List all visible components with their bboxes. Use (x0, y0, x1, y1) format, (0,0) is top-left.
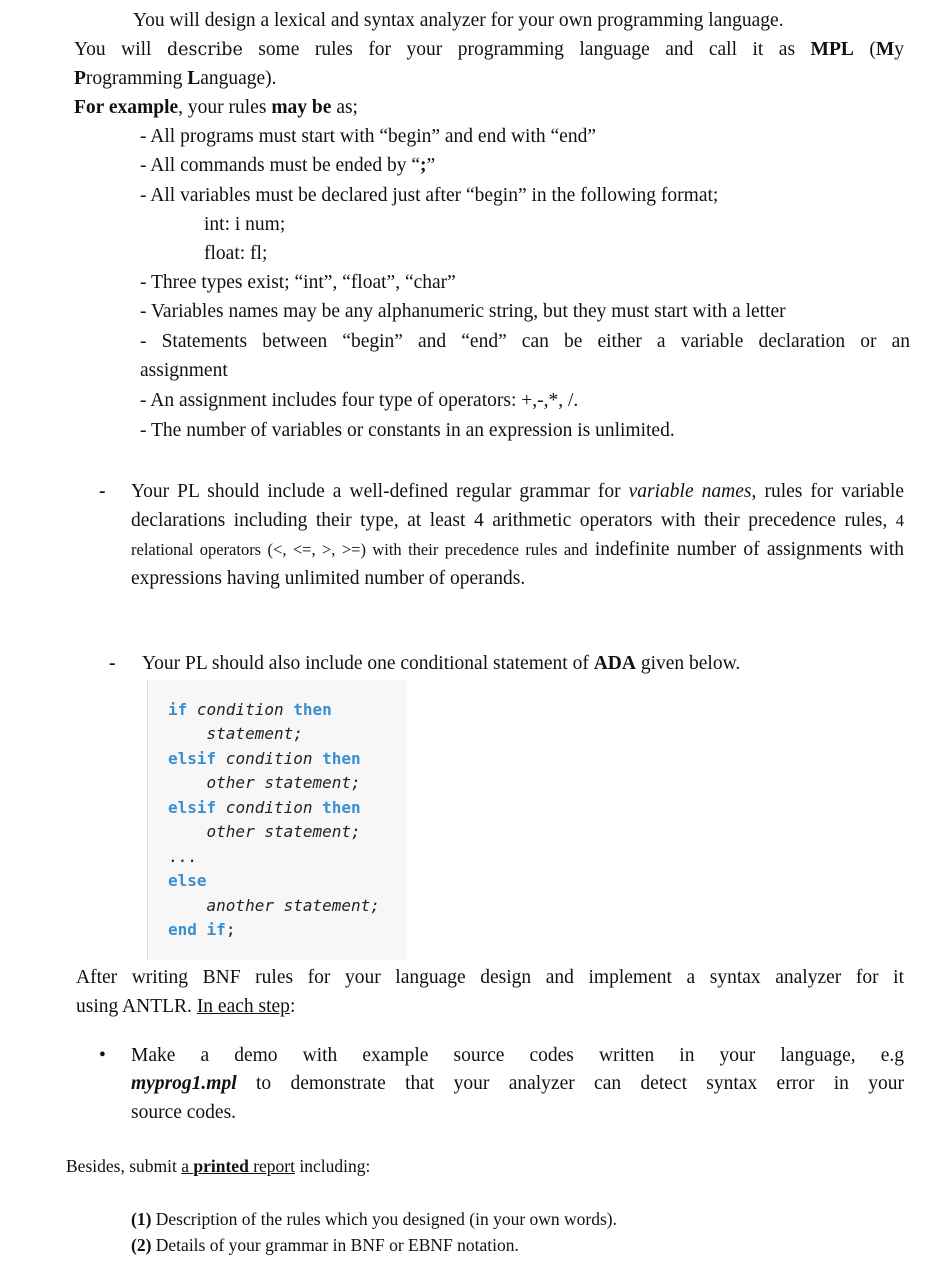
in-each-step: In each step (196, 996, 290, 1017)
code-keyword: elsif (168, 749, 217, 768)
intro-line-3 (74, 64, 277, 93)
code-line (168, 798, 361, 818)
format-example: int: i num; (204, 214, 286, 235)
item-text: Description of the rules which you designed (in your own words). (151, 1209, 618, 1229)
code-line (168, 700, 332, 720)
code-keyword: then (322, 798, 361, 817)
pl-text: indefinite number of assignments with expressions having unlimited number of operands. (131, 539, 904, 589)
after-line-1: After writing BNF rules for your language design and implement a syntax analyzer for it (76, 967, 904, 988)
semicolon: ; (420, 155, 427, 176)
printed-bold: printed (193, 1156, 249, 1176)
rule-item: - Statements between “begin” and “end” can be either a variable declaration or an (140, 331, 910, 352)
code-line (168, 871, 207, 891)
item-number: (1) (131, 1209, 152, 1229)
intro-text: You will (74, 39, 167, 60)
besides-text: including: (294, 1156, 371, 1176)
intro-text: y (894, 39, 905, 60)
rule-item: - All programs must start with “begin” and end with “end” (140, 126, 596, 147)
code-text: condition (216, 798, 323, 817)
besides-text: report (248, 1156, 295, 1176)
intro-line-2 (74, 35, 904, 65)
code-line (168, 920, 235, 940)
format-example: float: fl; (204, 243, 268, 264)
bullet-dot: • (99, 1045, 106, 1066)
rule-text: - All commands must be ended by “ (140, 155, 420, 176)
intro-text: some rules for your programming language and call it as (242, 39, 811, 60)
rule-item: - All variables must be declared just after “begin” in the following format; (140, 185, 719, 206)
demo-line-2 (131, 1069, 904, 1098)
code-text: condition (216, 749, 323, 768)
intro-text: anguage). (200, 68, 277, 89)
pl-text: Your PL should also include one conditional statement of (142, 653, 594, 674)
demo-text: to demonstrate that your analyzer can detect syntax error in your (236, 1073, 904, 1094)
code-keyword: if (206, 920, 226, 939)
code-text: ; (225, 920, 236, 939)
demo-line-3: source codes. (131, 1102, 237, 1123)
intro-text: ( (853, 39, 876, 60)
mpl-acronym: MPL (810, 39, 854, 60)
rule-item: - The number of variables or constants in an expression is unlimited. (140, 420, 675, 441)
intro-line-1: You will design a lexical and syntax analyzer for your own programming language. (133, 10, 784, 31)
code-keyword: if (168, 700, 188, 719)
pl-requirement-2 (142, 649, 740, 678)
rule-item: - Variables names may be any alphanumeric string, but they must start with a letter (140, 301, 786, 322)
code-keyword: then (293, 700, 332, 719)
rule-item: - Three types exist; “int”, “float”, “char” (140, 272, 456, 293)
code-keyword: else (168, 871, 207, 890)
rule-item-cont: assignment (140, 360, 228, 381)
code-line: ... (168, 847, 197, 866)
pl-requirement-1 (131, 477, 904, 593)
acronym-letter: M (875, 39, 895, 60)
code-line (168, 749, 361, 769)
item-text: Details of your grammar in BNF or EBNF notation. (151, 1235, 519, 1255)
ada-code-block (147, 680, 407, 960)
code-text: condition (187, 700, 294, 719)
rule-item (140, 151, 435, 180)
report-item-2 (131, 1232, 519, 1258)
pl-small-text: 4 relational operators (<, <=, >, >=) with their precedence rules and (131, 511, 904, 559)
ada-bold: ADA (593, 653, 636, 674)
pl-text: given below. (635, 653, 741, 674)
filename: myprog1.mpl (131, 1073, 237, 1094)
besides-text: Besides, submit (66, 1156, 182, 1176)
report-item-1 (131, 1206, 617, 1232)
demo-line-1: Make a demo with example source codes written in your language, e.g (131, 1045, 904, 1066)
dash-bullet: - (109, 653, 116, 674)
code-line: other statement; (168, 773, 361, 792)
example-bold: For example (74, 97, 179, 118)
rule-text: ” (426, 155, 436, 176)
code-keyword: end (168, 920, 197, 939)
example-text: , your rules (178, 97, 272, 118)
printed-report (181, 1156, 295, 1176)
besides-line (66, 1152, 370, 1181)
pl-text: , rules for variable declarations including their type, at least 4 arithmetic operators with their precedence rules, (131, 481, 905, 531)
code-line: another statement; (168, 896, 380, 915)
example-line (74, 93, 358, 122)
acronym-letter: L (187, 68, 201, 89)
code-line: other statement; (168, 822, 361, 841)
example-text: as; (331, 97, 358, 118)
example-bold: may be (271, 97, 332, 118)
acronym-letter: P (74, 68, 86, 89)
after-text: using ANTLR. (76, 996, 197, 1017)
dash-bullet: - (99, 481, 106, 502)
code-line: statement; (168, 724, 303, 743)
pl-text: Your PL should include a well-defined regular grammar for (131, 481, 629, 502)
after-line-2 (76, 992, 295, 1021)
rule-item: - An assignment includes four type of operators: +,-,*, /. (140, 390, 579, 411)
after-text: : (289, 996, 296, 1017)
code-keyword: then (322, 749, 361, 768)
code-keyword: elsif (168, 798, 217, 817)
item-number: (2) (131, 1235, 152, 1255)
besides-text: a (181, 1156, 194, 1176)
intro-text: describe (166, 40, 243, 60)
pl-italic: variable names (628, 481, 752, 502)
intro-text: rogramming (85, 68, 188, 89)
